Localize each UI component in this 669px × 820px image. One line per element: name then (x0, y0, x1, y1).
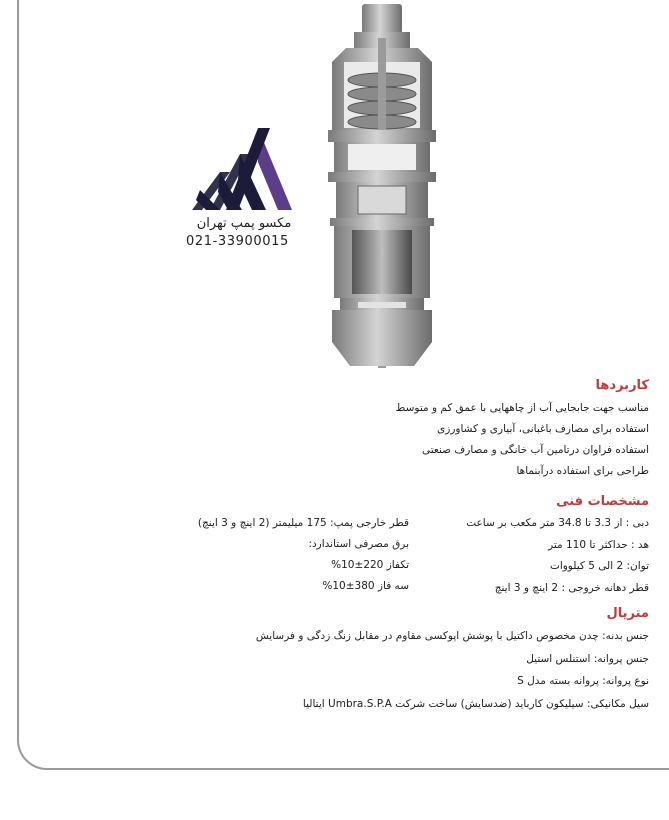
company-logo (180, 124, 308, 254)
application-item: استفاده برای مصارف باغبانی، آبیاری و کشاورزی (437, 423, 649, 435)
material-item: جنس بدنه: چدن مخصوص داکتیل با پوشش اپوکسی مقاوم در مقابل زنگ زدگی و فرسایش (255, 630, 649, 642)
spec-power-supply: برق مصرفی استاندارد: (308, 538, 409, 550)
material-item: سیل مکانیکی: سیلیکون کارباید (ضدسایش) ساخت شرکت Umbra.S.P.A ایتالیا (302, 698, 649, 710)
spec-outlet: قطر دهانه خروجی : 2 اینچ و 3 اینچ (494, 582, 649, 594)
material-title: متریال (606, 606, 649, 621)
application-item: مناسب جهت جابجایی آب از چاههایی با عمق کم و متوسط (395, 402, 649, 414)
spec-diameter: قطر خارجی پمپ: 175 میلیمتر (2 اینچ و 3 اینچ) (197, 517, 409, 529)
specs-title: مشخصات فنی (556, 494, 649, 509)
spec-head: هد : حداکثر تا 110 متر (548, 539, 649, 551)
spec-three-phase: سه فاز 380±10% (322, 580, 409, 592)
application-item: استفاده فراوان درتامین آب خانگی و مصارف صنعتی (421, 444, 649, 456)
applications-title: کاربردها (595, 378, 649, 393)
spec-power: توان: 2 الی 5 کیلووات (549, 560, 649, 572)
logo-mark-icon (180, 124, 308, 216)
application-item: طراحی برای استفاده درآبنماها (516, 465, 649, 477)
material-item: جنس پروانه: استنلس استیل (526, 653, 649, 665)
spec-flow: دبی : از 3.3 تا 34.8 متر مکعب بر ساعت (466, 517, 649, 529)
logo-phone: 021-33900015 (186, 234, 289, 249)
material-item: نوع پروانه: پروانه بسته مدل S (517, 675, 649, 687)
pump-image (318, 2, 446, 368)
spec-single-phase: تکفاز 220±10% (331, 559, 409, 571)
logo-name: مکسو پمپ تهران (196, 216, 292, 231)
